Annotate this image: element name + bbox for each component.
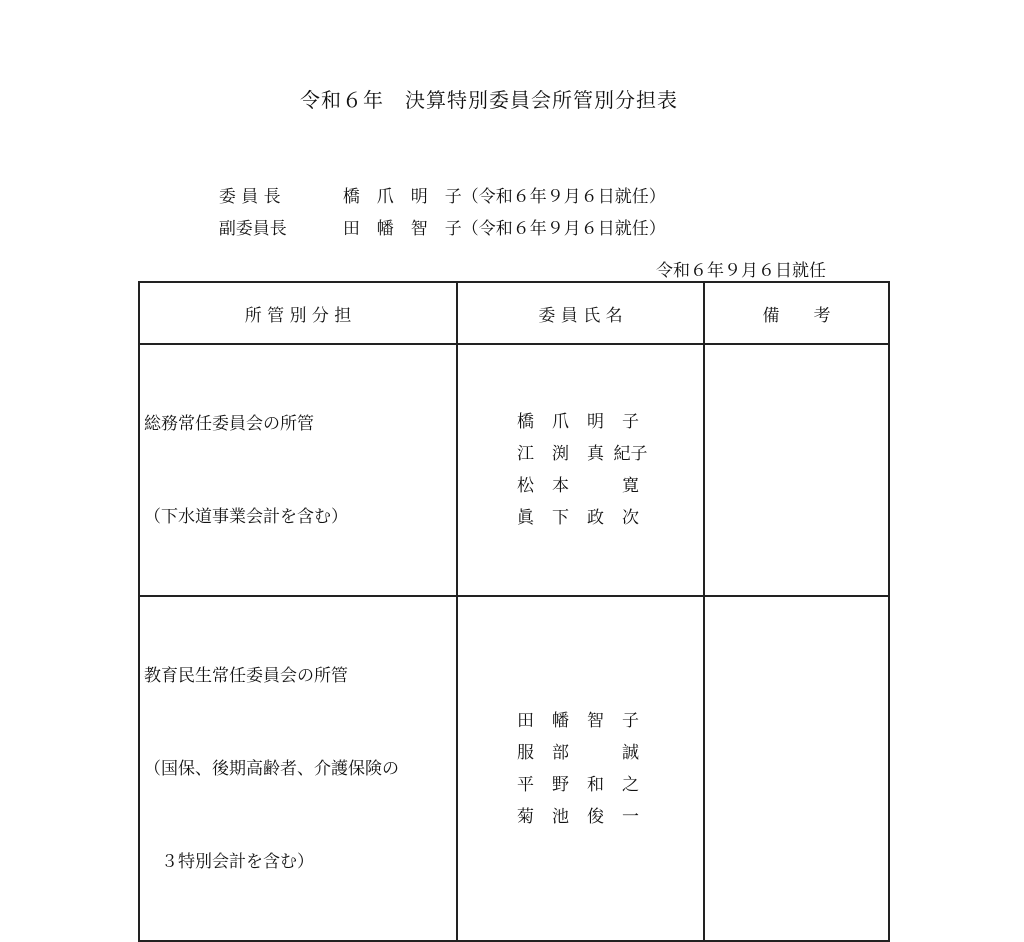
vice-chairperson-line bbox=[208, 194, 666, 239]
table-header-row bbox=[139, 282, 889, 344]
table-row bbox=[139, 596, 889, 941]
remarks-cell bbox=[704, 344, 889, 596]
member-name: 平 野 和 之 bbox=[517, 774, 639, 795]
member-name: 眞 下 政 次 bbox=[517, 508, 639, 528]
vice-chairperson-role: 副委員長 bbox=[218, 219, 287, 239]
department-cell bbox=[139, 596, 457, 941]
member-name: 菊 池 俊 一 bbox=[517, 806, 639, 827]
remarks-cell bbox=[704, 596, 889, 941]
header-remarks: 備 考 bbox=[704, 282, 889, 344]
table-row bbox=[139, 344, 889, 596]
allocation-table bbox=[138, 281, 890, 942]
vice-chairperson-name: 田 幡 智 子（令和６年９月６日就任） bbox=[342, 219, 666, 239]
department-note: （国保、後期高齢者、介護保険の bbox=[144, 759, 399, 779]
member-name: 田 幡 智 子 bbox=[517, 710, 639, 731]
page-title: 令和６年 決算特別委員会所管別分担表 bbox=[300, 88, 678, 112]
member-name: 服 部 誠 bbox=[517, 742, 639, 763]
department-cell bbox=[139, 344, 457, 596]
members-cell bbox=[457, 344, 704, 596]
members-cell bbox=[457, 596, 704, 941]
header-member-names: 委 員 氏 名 bbox=[457, 282, 704, 344]
effective-date: 令和６年９月６日就任 bbox=[656, 261, 826, 281]
header-jurisdiction: 所 管 別 分 担 bbox=[139, 282, 457, 344]
department-name: 教育民生常任委員会の所管 bbox=[144, 666, 348, 686]
department-note: （下水道事業会計を含む） bbox=[144, 507, 348, 527]
member-list bbox=[508, 406, 703, 534]
member-name: 江 渕 真 紀子 bbox=[517, 444, 648, 464]
member-name: 松 本 寛 bbox=[517, 476, 639, 496]
member-name: 橋 爪 明 子 bbox=[517, 412, 639, 432]
chairperson-role: 委 員 長 bbox=[218, 187, 281, 207]
department-name: 総務常任委員会の所管 bbox=[144, 414, 314, 434]
department-note: ３特別会計を含む） bbox=[144, 852, 314, 872]
member-list bbox=[508, 705, 703, 833]
chairperson-name: 橋 爪 明 子（令和６年９月６日就任） bbox=[342, 187, 666, 207]
